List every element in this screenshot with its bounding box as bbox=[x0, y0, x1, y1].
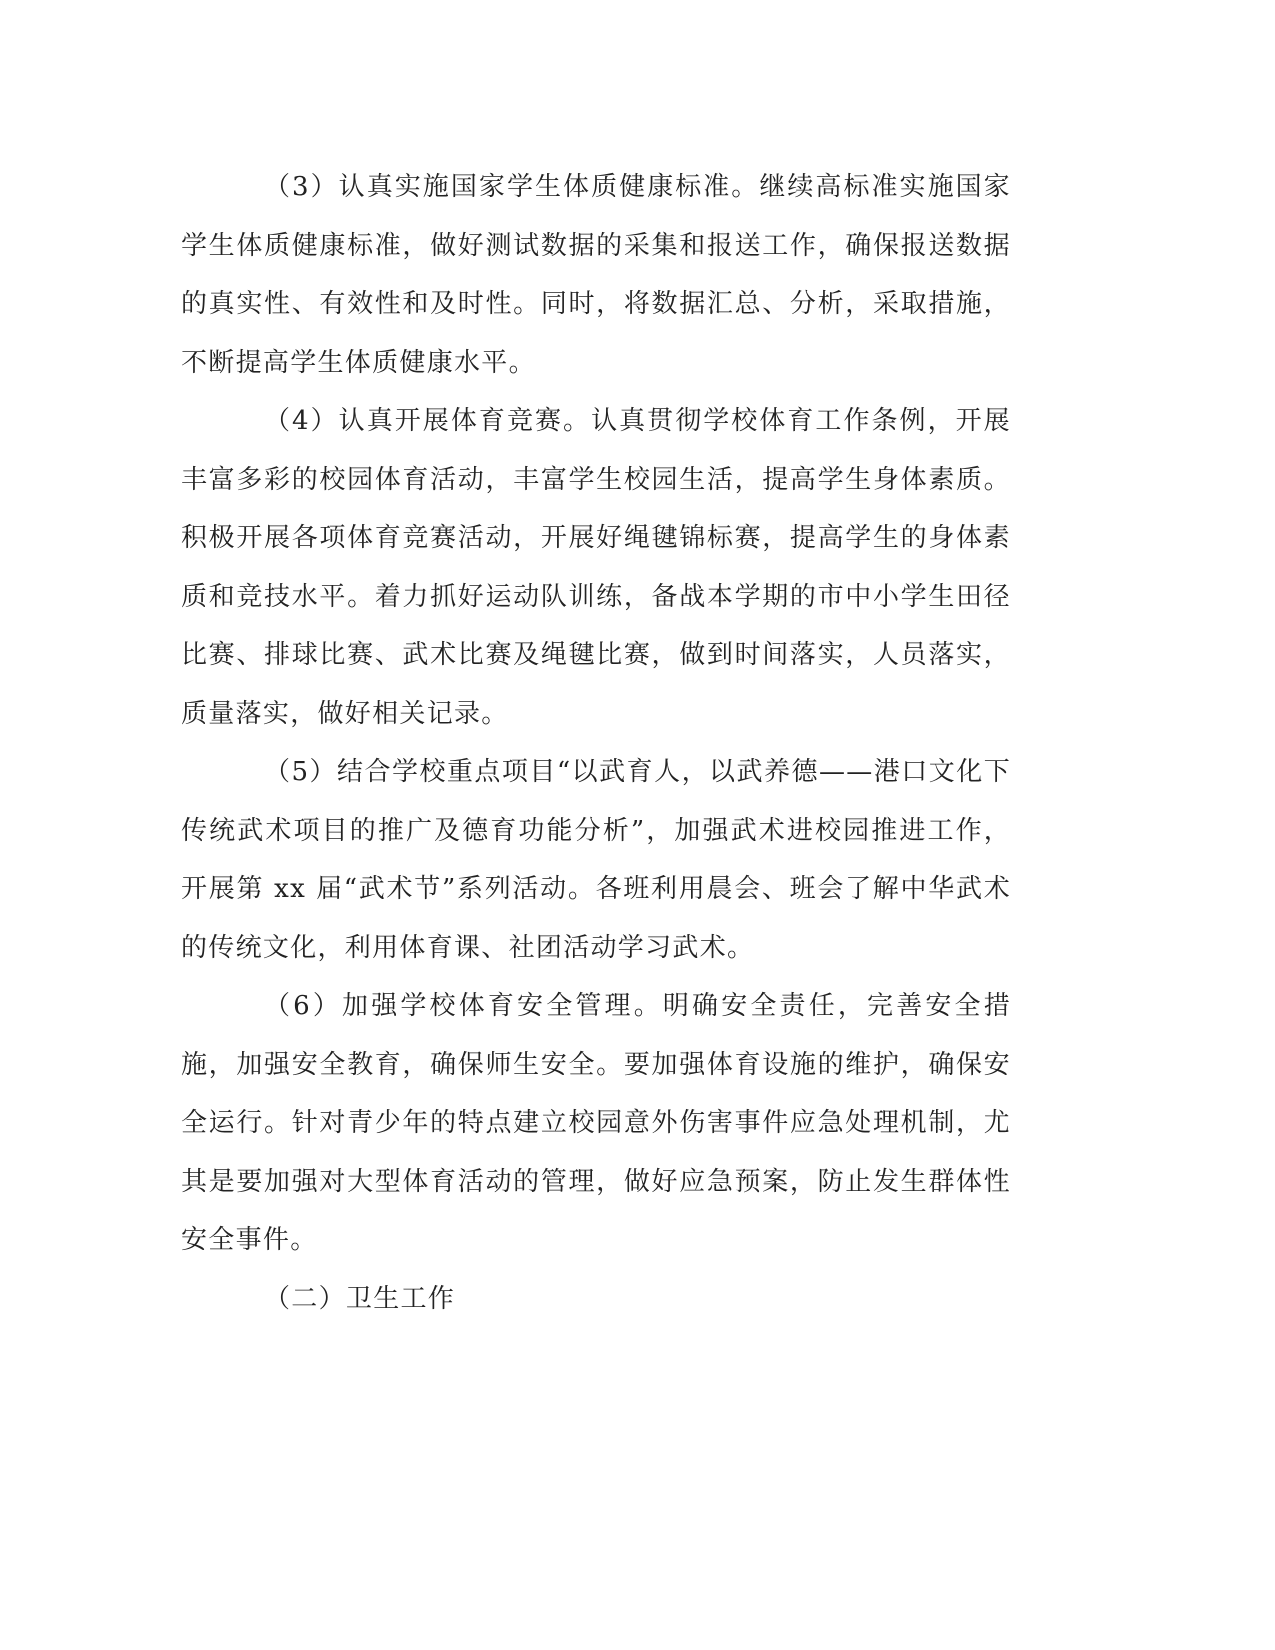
paragraph-item-5: （5）结合学校重点项目“以武育人，以武养德——港口文化下传统武术项目的推广及德育功能分析”，加强武术进校园推进工作，开展第 xx 届“武术节”系列活动。各班利用晨会、班会了解中华武术的传统文化，利用体育课、社团活动学习武术。 bbox=[181, 757, 1011, 963]
paragraph-item-6: （6）加强学校体育安全管理。明确安全责任，完善安全措施，加强安全教育，确保师生安全。要加强体育设施的维护，确保安全运行。针对青少年的特点建立校园意外伤害事件应急处理机制，尤其是要加强对大型体育活动的管理，做好应急预案，防止发生群体性安全事件。 bbox=[181, 991, 1011, 1255]
paragraph-item-3: （3）认真实施国家学生体质健康标准。继续高标准实施国家学生体质健康标准，做好测试数据的采集和报送工作，确保报送数据的真实性、有效性和及时性。同时，将数据汇总、分析，采取措施，不断提高学生体质健康水平。 bbox=[181, 172, 1011, 378]
section-heading-hygiene: （二）卫生工作 bbox=[264, 1283, 456, 1314]
document-page bbox=[181, 158, 1011, 1328]
paragraph-item-4: （4）认真开展体育竞赛。认真贯彻学校体育工作条例，开展丰富多彩的校园体育活动，丰富学生校园生活，提高学生身体素质。积极开展各项体育竞赛活动，开展好绳毽锦标赛，提高学生的身体素质和竞技水平。着力抓好运动队训练，备战本学期的市中小学生田径比赛、排球比赛、武术比赛及绳毽比赛，做到时间落实，人员落实，质量落实，做好相关记录。 bbox=[181, 406, 1011, 729]
